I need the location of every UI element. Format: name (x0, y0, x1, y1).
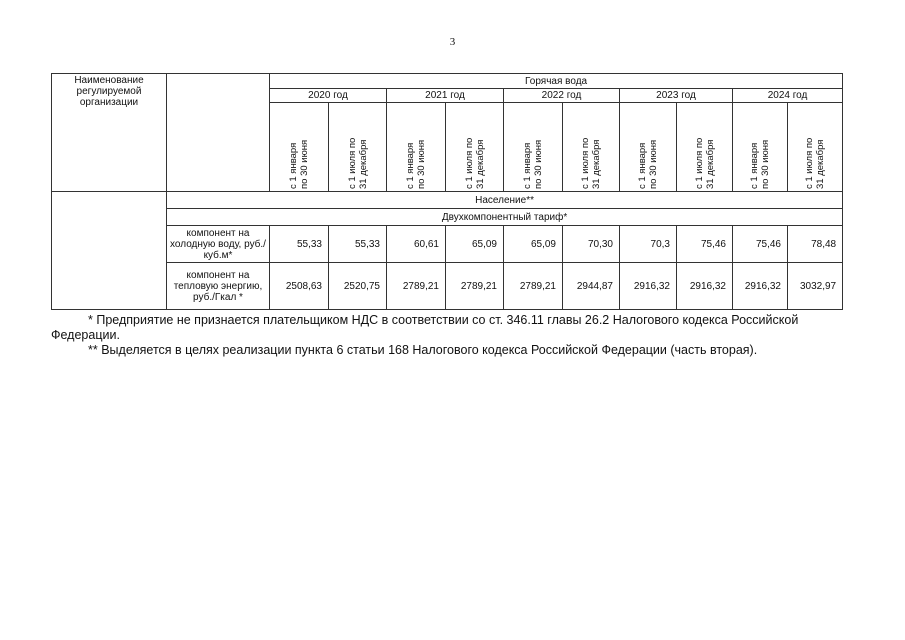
table-row (52, 226, 843, 263)
tariff-value: 3032,97 (788, 263, 843, 310)
period-label: с 1 января по 30 июня (522, 139, 544, 189)
tariff-value: 75,46 (677, 226, 733, 263)
tariff-table (51, 73, 843, 310)
period-label: с 1 июля по 31 декабря (693, 137, 716, 189)
period-header (677, 103, 733, 192)
tariff-value: 2520,75 (329, 263, 387, 310)
tariff-value: 2789,21 (387, 263, 446, 310)
tariff-value: 55,33 (329, 226, 387, 263)
period-label: с 1 января по 30 июня (405, 139, 427, 189)
tariff-value: 2789,21 (504, 263, 563, 310)
year-header: 2024 год (733, 89, 843, 103)
empty-header-cell (167, 74, 270, 192)
period-label: с 1 июля по 31 декабря (804, 137, 827, 189)
tariff-value: 75,46 (733, 226, 788, 263)
period-header (329, 103, 387, 192)
year-header: 2023 год (620, 89, 733, 103)
period-label: с 1 июля по 31 декабря (463, 137, 486, 189)
hot-water-header: Горячая вода (270, 74, 843, 89)
tariff-value: 2508,63 (270, 263, 329, 310)
tariff-value: 2944,87 (563, 263, 620, 310)
year-header: 2020 год (270, 89, 387, 103)
tariff-type-label: Двухкомпонентный тариф* (167, 209, 843, 226)
tariff-value: 2916,32 (733, 263, 788, 310)
period-header (446, 103, 504, 192)
period-label: с 1 января по 30 июня (288, 139, 310, 189)
period-header (620, 103, 677, 192)
period-header (270, 103, 329, 192)
component-label: компонент на холодную воду, руб./куб.м* (167, 226, 270, 263)
year-header: 2021 год (387, 89, 504, 103)
period-header (733, 103, 788, 192)
population-label: Население** (167, 192, 843, 209)
org-name-cell (52, 192, 167, 310)
tariff-value: 70,30 (563, 226, 620, 263)
table-row (52, 263, 843, 310)
page-number: 3 (449, 36, 456, 48)
year-header: 2022 год (504, 89, 620, 103)
period-header (387, 103, 446, 192)
period-label: с 1 июля по 31 декабря (580, 137, 602, 189)
tariff-value: 2789,21 (446, 263, 504, 310)
period-label: с 1 июля по 31 декабря (346, 137, 369, 189)
footnote: ** Выделяется в целях реализации пункта 6 статьи 168 Налогового кодекса Российской Федерации (часть вторая). (88, 343, 758, 357)
tariff-value: 2916,32 (620, 263, 677, 310)
period-header (563, 103, 620, 192)
footnote: * Предприятие не признается плательщиком НДС в соответствии со ст. 346.11 главы 26.2 Налогового кодекса Российской Федерации. (51, 313, 799, 342)
period-label: с 1 января по 30 июня (749, 139, 771, 189)
tariff-value: 60,61 (387, 226, 446, 263)
org-name-header: Наименование регулируемой организации (52, 74, 167, 192)
tariff-value: 2916,32 (677, 263, 733, 310)
tariff-value: 55,33 (270, 226, 329, 263)
period-label: с 1 января по 30 июня (637, 139, 659, 189)
period-header (788, 103, 843, 192)
tariff-value: 65,09 (446, 226, 504, 263)
period-header (504, 103, 563, 192)
component-label: компонент на тепловую энергию, руб./Гкал * (167, 263, 270, 310)
tariff-value: 70,3 (620, 226, 677, 263)
tariff-value: 78,48 (788, 226, 843, 263)
tariff-value: 65,09 (504, 226, 563, 263)
footnotes (51, 313, 847, 358)
